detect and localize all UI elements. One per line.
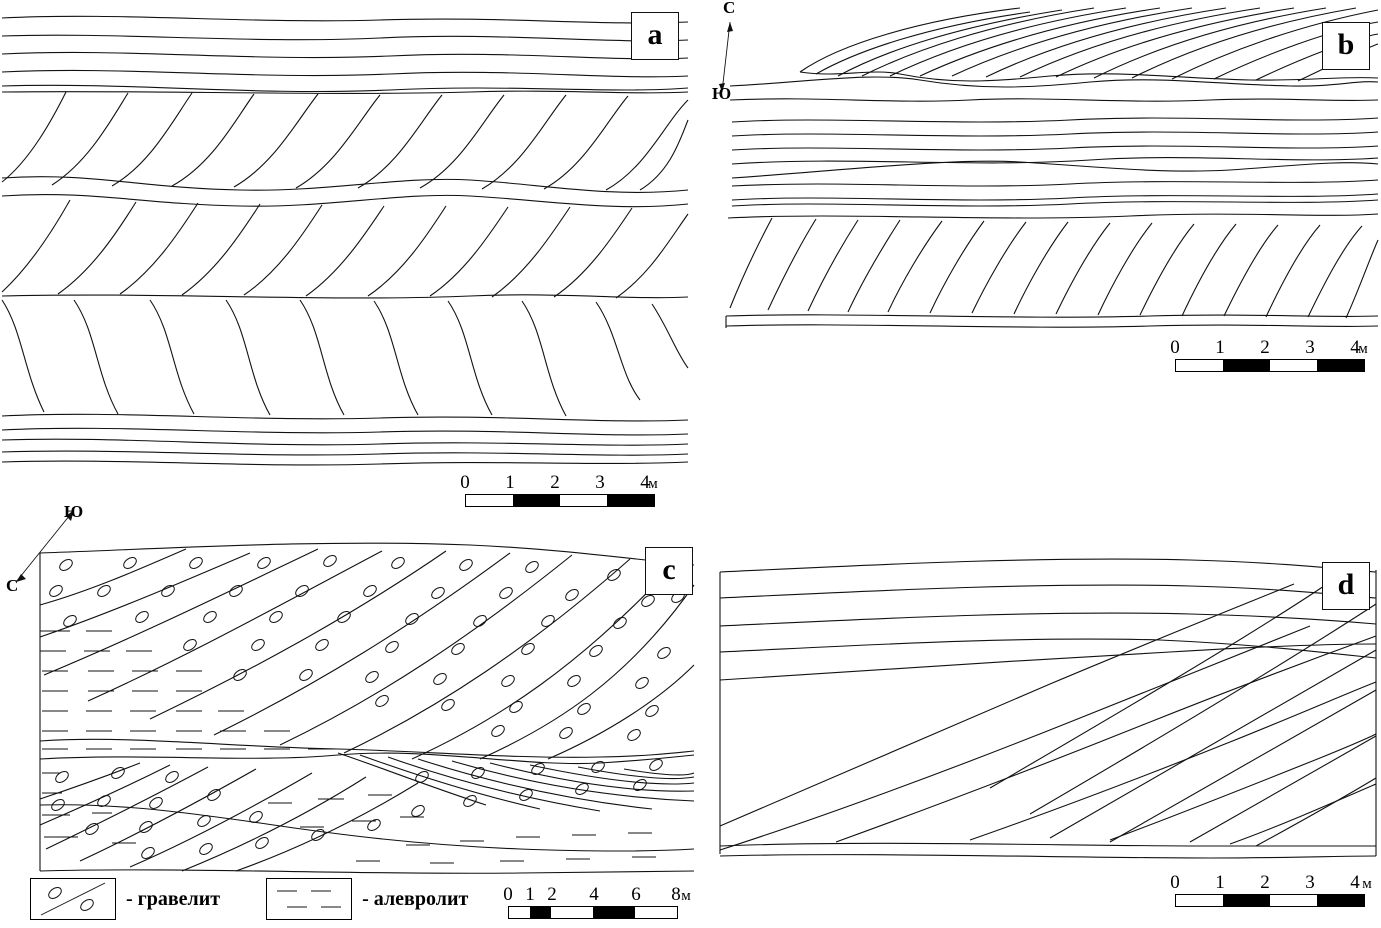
compass-south-label: Ю: [64, 502, 84, 521]
scale-tick: 1: [505, 472, 515, 493]
panel-c-scale: [500, 884, 710, 919]
compass-south-label: Ю: [712, 84, 732, 103]
panel-c-compass: [0, 500, 90, 600]
legend-swatch-siltstone: [266, 878, 352, 920]
scale-tick: 0: [460, 472, 470, 493]
panel-b-compass: [700, 0, 760, 110]
scale-tick: 3: [1305, 337, 1315, 358]
scale-tick: 3: [1305, 872, 1315, 893]
scale-unit: м: [1358, 341, 1368, 357]
panel-a-scale: [455, 472, 660, 507]
legend-swatch-gravelite: [30, 878, 116, 920]
scale-tick: 0: [503, 884, 513, 905]
legend-label-gravelite: - гравелит: [126, 887, 221, 910]
panel-c-drawing: [0, 505, 700, 885]
scale-tick: 4: [1350, 337, 1360, 358]
legend-item-gravelite: [30, 878, 220, 920]
panel-c-label: c: [645, 547, 693, 595]
scale-tick: 4: [589, 884, 599, 905]
scale-tick: 0: [1170, 872, 1180, 893]
panel-a: [0, 0, 690, 470]
legend-item-siltstone: [266, 878, 468, 920]
panel-c: [0, 505, 700, 885]
panel-b-label: b: [1322, 22, 1370, 70]
compass-north-label: С: [6, 576, 19, 595]
scale-tick: 1: [1215, 337, 1225, 358]
scale-tick: 2: [1260, 337, 1270, 358]
panel-b-drawing: [690, 0, 1381, 340]
panel-b-scale: [1165, 337, 1375, 372]
panel-d: [690, 540, 1381, 880]
scale-tick: 1: [1215, 872, 1225, 893]
scale-tick: 3: [595, 472, 605, 493]
scale-tick: 1: [525, 884, 535, 905]
legend: [30, 878, 468, 920]
compass-north-label: С: [723, 0, 736, 17]
scale-tick: 8: [671, 884, 681, 905]
scale-tick: 2: [1260, 872, 1270, 893]
panel-b: [690, 0, 1381, 340]
scale-tick: 6: [631, 884, 641, 905]
panel-d-label: d: [1322, 562, 1370, 610]
panel-a-drawing: [0, 0, 690, 470]
scale-tick: 0: [1170, 337, 1180, 358]
scale-tick: 2: [550, 472, 560, 493]
scale-unit: м: [1362, 876, 1372, 892]
scale-tick: 2: [547, 884, 557, 905]
scale-tick: 4: [1350, 872, 1360, 893]
scale-unit: м: [681, 888, 691, 904]
scale-tick: 4: [640, 472, 650, 493]
panel-d-scale: [1165, 872, 1375, 907]
scale-unit: м: [648, 476, 658, 492]
panel-d-drawing: [690, 540, 1381, 880]
panel-a-label: a: [631, 12, 679, 60]
legend-label-siltstone: - алевролит: [362, 887, 469, 910]
